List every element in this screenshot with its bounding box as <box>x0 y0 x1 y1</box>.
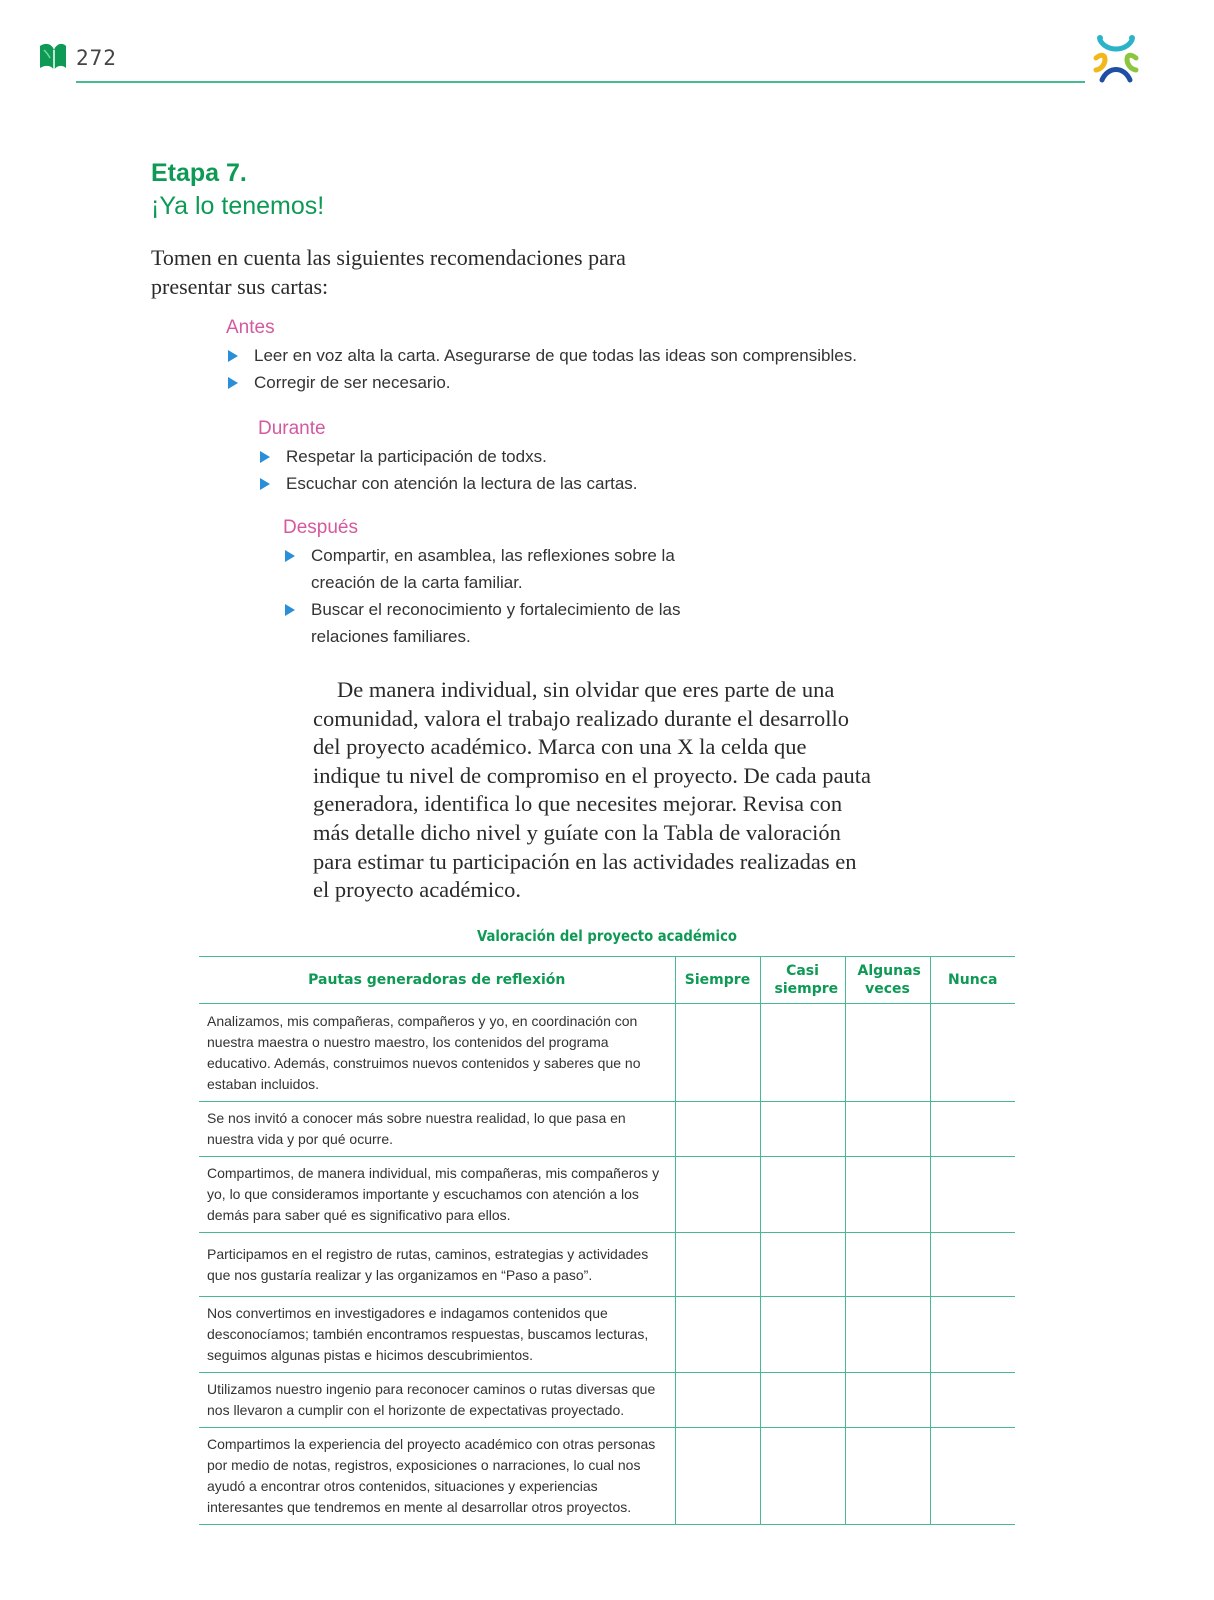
cell-casi-siempre[interactable] <box>760 1004 845 1102</box>
cell-casi-siempre[interactable] <box>760 1428 845 1525</box>
list-item-text: Respetar la participación de todxs. <box>286 447 547 466</box>
cell-siempre[interactable] <box>675 1157 760 1233</box>
cell-casi-siempre[interactable] <box>760 1297 845 1373</box>
instructions-paragraph: De manera individual, sin olvidar que eres parte de una comunidad, valora el trabajo realizado durante el desarrollo del proyecto académico. Marca con una X la celda que indique tu nivel de compromiso en el proyecto. De cada pauta generadora, identifica lo que necesites mejorar. Revisa con más detalle dicho nivel y guíate con la Tabla de valoración para estimar tu participación en las actividades realizadas en el proyecto académico. <box>313 677 871 903</box>
cell-nunca[interactable] <box>930 1004 1015 1102</box>
cell-casi-siempre[interactable] <box>760 1233 845 1297</box>
intro-text: Tomen en cuenta las siguientes recomendaciones para presentar sus cartas: <box>151 245 626 299</box>
list-item <box>283 596 703 650</box>
table-caption: Valoración del proyecto académico <box>477 927 737 945</box>
four-person-circle-logo <box>1088 30 1144 86</box>
pauta-text: Compartimos, de manera individual, mis compañeras, mis compañeros y yo, lo que consideramos importante y escuchamos con atención a los demás para saber qué es significativo para ellos. <box>199 1157 675 1233</box>
cell-siempre[interactable] <box>675 1004 760 1102</box>
list-item <box>258 470 858 497</box>
table-header-row <box>199 957 1015 1004</box>
table-row <box>199 1004 1015 1102</box>
cell-casi-siempre[interactable] <box>760 1102 845 1157</box>
book-leaf-icon <box>36 40 68 74</box>
list-item-text: Compartir, en asamblea, las reflexiones sobre la creación de la carta familiar. <box>311 546 675 592</box>
cell-nunca[interactable] <box>930 1157 1015 1233</box>
pauta-text: Nos convertimos en investigadores e indagamos contenidos que desconocíamos; también encontramos respuestas, buscamos lecturas, seguimos algunas pistas e hicimos descubrimientos. <box>199 1297 675 1373</box>
cell-siempre[interactable] <box>675 1373 760 1428</box>
despues-list <box>283 542 703 650</box>
list-item-text: Buscar el reconocimiento y fortalecimiento de las relaciones familiares. <box>311 600 681 646</box>
cell-nunca[interactable] <box>930 1297 1015 1373</box>
bullet-triangle-icon <box>260 478 270 490</box>
cell-nunca[interactable] <box>930 1428 1015 1525</box>
table-row <box>199 1373 1015 1428</box>
cell-algunas-veces[interactable] <box>845 1428 930 1525</box>
cell-nunca[interactable] <box>930 1233 1015 1297</box>
cell-nunca[interactable] <box>930 1102 1015 1157</box>
bullet-triangle-icon <box>260 451 270 463</box>
list-item <box>283 542 703 596</box>
list-item <box>226 342 906 369</box>
cell-nunca[interactable] <box>930 1373 1015 1428</box>
table-row <box>199 1102 1015 1157</box>
cell-algunas-veces[interactable] <box>845 1297 930 1373</box>
header-nunca: Nunca <box>930 957 1015 1004</box>
pauta-text: Participamos en el registro de rutas, caminos, estrategias y actividades que nos gustaría realizar y las organizamos en “Paso a paso”. <box>199 1233 675 1297</box>
header-siempre: Siempre <box>675 957 760 1004</box>
bullet-triangle-icon <box>285 550 295 562</box>
pauta-text: Utilizamos nuestro ingenio para reconocer caminos o rutas diversas que nos llevaron a cumplir con el horizonte de expectativas proyectado. <box>199 1373 675 1428</box>
table-row <box>199 1428 1015 1525</box>
section-title-antes: Antes <box>226 317 275 338</box>
pauta-text: Se nos invitó a conocer más sobre nuestra realidad, lo que pasa en nuestra vida y por qué ocurre. <box>199 1102 675 1157</box>
valoracion-table <box>199 956 1015 1525</box>
cell-algunas-veces[interactable] <box>845 1004 930 1102</box>
header-pautas: Pautas generadoras de reflexión <box>199 957 675 1004</box>
section-title-despues: Después <box>283 517 358 538</box>
stage-title: Etapa 7. <box>151 159 247 187</box>
list-item-text: Leer en voz alta la carta. Asegurarse de que todas las ideas son comprensibles. <box>254 346 857 365</box>
cell-algunas-veces[interactable] <box>845 1102 930 1157</box>
cell-siempre[interactable] <box>675 1428 760 1525</box>
list-item-text: Corregir de ser necesario. <box>254 373 451 392</box>
table-row <box>199 1297 1015 1373</box>
page-header <box>0 0 1214 100</box>
header-casi-siempre: Casi siempre <box>760 957 845 1004</box>
table-row <box>199 1233 1015 1297</box>
cell-algunas-veces[interactable] <box>845 1233 930 1297</box>
cell-algunas-veces[interactable] <box>845 1373 930 1428</box>
section-title-durante: Durante <box>258 418 326 439</box>
bullet-triangle-icon <box>228 350 238 362</box>
page-number: 272 <box>76 46 117 70</box>
list-item <box>258 443 858 470</box>
stage-subtitle: ¡Ya lo tenemos! <box>151 192 325 220</box>
pauta-text: Compartimos la experiencia del proyecto académico con otras personas por medio de notas, registros, exposiciones o narraciones, lo cual nos ayudó a encontrar otros contenidos, situaciones y experiencias interesantes que tendremos en mente al desarrollar otros proyectos. <box>199 1428 675 1525</box>
cell-siempre[interactable] <box>675 1102 760 1157</box>
bullet-triangle-icon <box>228 377 238 389</box>
header-divider <box>76 81 1085 83</box>
bullet-triangle-icon <box>285 604 295 616</box>
cell-casi-siempre[interactable] <box>760 1157 845 1233</box>
durante-list <box>258 443 858 497</box>
header-algunas-veces: Algunas veces <box>845 957 930 1004</box>
cell-siempre[interactable] <box>675 1233 760 1297</box>
pauta-text: Analizamos, mis compañeras, compañeros y yo, en coordinación con nuestra maestra o nuestro maestro, los contenidos del programa educativo. Además, construimos nuevos contenidos y saberes que no estaban incluidos. <box>199 1004 675 1102</box>
antes-list <box>226 342 906 396</box>
table-row <box>199 1157 1015 1233</box>
cell-siempre[interactable] <box>675 1297 760 1373</box>
list-item-text: Escuchar con atención la lectura de las cartas. <box>286 474 638 493</box>
list-item <box>226 369 906 396</box>
cell-algunas-veces[interactable] <box>845 1157 930 1233</box>
cell-casi-siempre[interactable] <box>760 1373 845 1428</box>
